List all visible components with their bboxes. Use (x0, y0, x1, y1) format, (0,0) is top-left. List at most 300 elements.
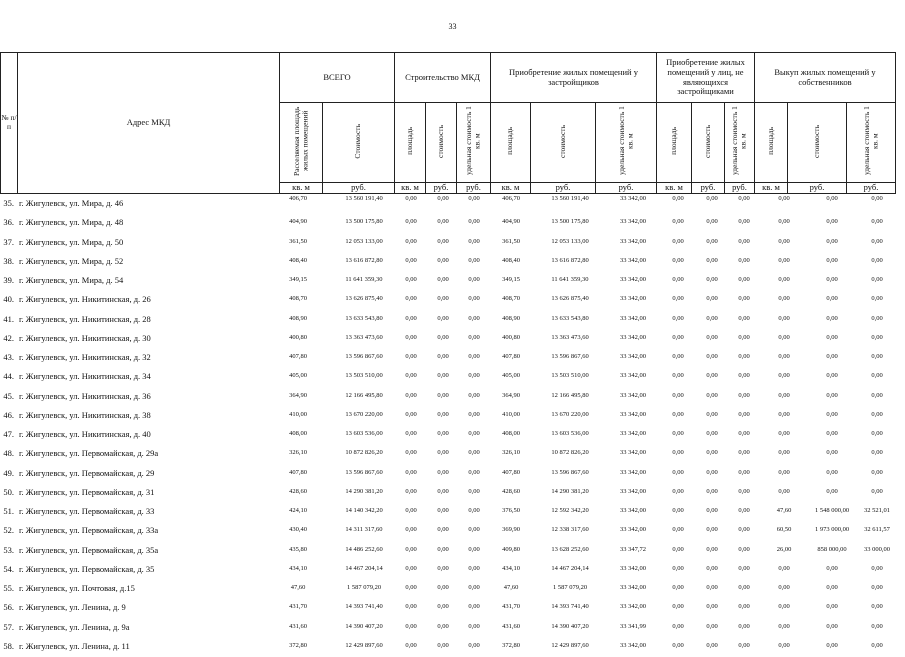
row-number: 51. (3, 506, 14, 516)
row-value: 12 338 317,60 (551, 526, 589, 534)
row-value: 0,00 (826, 353, 838, 360)
row-value: 0,00 (468, 584, 480, 591)
row-value: 0,00 (778, 372, 790, 380)
row-value: 0,00 (871, 237, 883, 245)
table-row (0, 426, 905, 445)
table-row (0, 638, 905, 657)
row-value: 376,50 (502, 507, 520, 514)
row-value: 33 342,00 (620, 468, 646, 476)
row-value: 0,00 (468, 218, 480, 226)
header-num: № п/п (1, 53, 18, 194)
row-number: 37. (3, 236, 14, 247)
row-value: 0,00 (738, 391, 750, 399)
row-value: 0,00 (468, 195, 480, 202)
row-value: 33 342,00 (620, 256, 646, 264)
row-value: 0,00 (672, 487, 684, 495)
row-value: 408,70 (289, 295, 307, 303)
row-value: 1 587 079,20 (552, 584, 588, 591)
row-value: 0,00 (826, 430, 838, 437)
row-value: 0,00 (437, 584, 449, 591)
row-value: 0,00 (437, 487, 449, 495)
subheader-cost: стоимость (811, 124, 821, 158)
row-value: 0,00 (738, 468, 750, 476)
subheader-cost: Стоимость (353, 123, 363, 159)
row-value: 0,00 (437, 276, 449, 283)
row-value: 0,00 (778, 641, 790, 649)
header-buyout: Выкуп жилых помещений у собственников (755, 53, 896, 103)
row-value: 0,00 (738, 603, 750, 611)
header-construction: Строительство МКД (395, 53, 491, 103)
table-row (0, 272, 905, 291)
row-number: 50. (3, 486, 14, 497)
row-value: 0,00 (706, 526, 718, 534)
row-value: 361,50 (502, 237, 520, 245)
row-value: 0,00 (706, 564, 718, 572)
row-value: 431,60 (289, 622, 307, 630)
row-value: 0,00 (738, 622, 750, 630)
row-value: 0,00 (778, 564, 790, 572)
row-value: 0,00 (738, 353, 750, 360)
row-value: 407,80 (289, 353, 307, 360)
row-value: 33 342,00 (620, 276, 646, 283)
row-value: 0,00 (871, 564, 883, 572)
row-value: 13 616 872,80 (551, 256, 589, 264)
row-value: 0,00 (826, 449, 838, 457)
subheader-cost: стоимость (435, 124, 445, 158)
row-value: 0,00 (706, 430, 718, 437)
row-address: г. Жигулевск, ул. Первомайская, д. 35а (19, 544, 159, 555)
row-value: 0,00 (437, 430, 449, 437)
row-value: 0,00 (672, 526, 684, 534)
table-row (0, 214, 905, 233)
table-row (0, 522, 905, 541)
row-value: 0,00 (672, 256, 684, 264)
row-value: 0,00 (437, 410, 449, 418)
row-value: 0,00 (706, 276, 718, 283)
row-value: 13 616 872,80 (345, 256, 383, 264)
row-value: 33 342,00 (620, 237, 646, 245)
row-value: 0,00 (672, 545, 684, 553)
row-value: 0,00 (738, 295, 750, 303)
row-value: 0,00 (468, 333, 480, 341)
row-value: 0,00 (405, 333, 417, 341)
row-number: 47. (3, 429, 14, 439)
row-value: 13 503 510,00 (551, 372, 589, 380)
row-address: г. Жигулевск, ул. Первомайская, д. 29а (19, 448, 159, 459)
row-address: г. Жигулевск, ул. Мира, д. 46 (19, 198, 124, 208)
row-number: 55. (3, 583, 14, 593)
row-value: 14 311 317,60 (345, 526, 383, 534)
row-number: 48. (3, 448, 14, 459)
subheader-unit-cost: удельная стоимость 1 кв. м (730, 106, 748, 176)
unit-cell: кв. м (657, 183, 692, 194)
row-value: 33 342,00 (620, 487, 646, 495)
row-value: 372,80 (502, 641, 520, 649)
row-value: 0,00 (826, 333, 838, 341)
row-value: 0,00 (437, 314, 449, 322)
row-value: 0,00 (468, 468, 480, 476)
row-value: 0,00 (826, 564, 838, 572)
row-value: 13 363 473,60 (551, 333, 589, 341)
table-row (0, 253, 905, 272)
row-value: 0,00 (468, 622, 480, 630)
row-value: 0,00 (826, 314, 838, 322)
row-value: 0,00 (871, 391, 883, 399)
row-value: 428,60 (289, 487, 307, 495)
row-value: 408,40 (289, 256, 307, 264)
row-address: г. Жигулевск, ул. Мира, д. 48 (19, 217, 124, 228)
row-value: 0,00 (778, 195, 790, 202)
row-value: 47,60 (776, 507, 792, 514)
row-value: 14 290 381,20 (551, 487, 589, 495)
row-value: 32 611,57 (864, 526, 890, 534)
row-value: 0,00 (738, 333, 750, 341)
row-value: 14 140 342,20 (345, 507, 383, 514)
row-value: 0,00 (672, 218, 684, 226)
row-value: 0,00 (672, 468, 684, 476)
row-value: 0,00 (738, 410, 750, 418)
row-value: 407,80 (502, 468, 520, 476)
row-value: 33 342,00 (620, 507, 646, 514)
row-value: 364,90 (502, 391, 520, 399)
table-row (0, 368, 905, 387)
row-value: 431,70 (502, 603, 520, 611)
table-header (0, 52, 896, 194)
row-value: 0,00 (826, 468, 838, 476)
row-value: 12 166 495,80 (345, 391, 383, 399)
row-value: 408,40 (502, 256, 520, 264)
subheader-area: площадь (765, 127, 775, 156)
row-number: 44. (3, 371, 14, 382)
row-address: г. Жигулевск, ул. Никитинская, д. 40 (19, 429, 151, 439)
row-number: 38. (3, 255, 14, 266)
row-value: 1 587 079,20 (346, 584, 382, 591)
row-value: 407,80 (502, 353, 520, 360)
row-value: 409,80 (502, 545, 520, 553)
row-value: 0,00 (706, 237, 718, 245)
row-value: 0,00 (738, 507, 750, 514)
subheader-area: площадь (668, 127, 678, 156)
table-row (0, 330, 905, 349)
row-value: 0,00 (672, 449, 684, 457)
row-value: 0,00 (826, 641, 838, 649)
row-value: 0,00 (738, 526, 750, 534)
row-value: 434,10 (289, 564, 307, 572)
row-value: 0,00 (826, 218, 838, 226)
row-value: 0,00 (778, 584, 790, 591)
row-value: 0,00 (706, 468, 718, 476)
row-value: 0,00 (405, 410, 417, 418)
row-address: г. Жигулевск, ул. Никитинская, д. 28 (19, 313, 151, 324)
row-value: 0,00 (778, 353, 790, 360)
row-value: 0,00 (706, 218, 718, 226)
subheader-area: площадь (404, 127, 414, 156)
subheader-cost: стоимость (557, 124, 567, 158)
row-number: 53. (3, 544, 14, 555)
row-value: 0,00 (871, 622, 883, 630)
row-value: 0,00 (706, 353, 718, 360)
row-address: г. Жигулевск, ул. Первомайская, д. 31 (19, 486, 155, 497)
row-value: 408,90 (289, 314, 307, 322)
row-value: 0,00 (826, 487, 838, 495)
row-number: 57. (3, 621, 14, 632)
row-value: 0,00 (871, 353, 883, 360)
row-value: 47,60 (503, 584, 519, 591)
row-value: 0,00 (468, 430, 480, 437)
row-value: 0,00 (468, 545, 480, 553)
row-value: 0,00 (437, 449, 449, 457)
row-number: 49. (3, 467, 14, 478)
row-value: 0,00 (405, 603, 417, 611)
row-value: 0,00 (405, 507, 417, 514)
row-value: 408,70 (502, 295, 520, 303)
row-value: 404,90 (502, 218, 520, 226)
row-value: 14 467 204,14 (345, 564, 383, 572)
row-value: 33 342,00 (620, 430, 646, 437)
row-value: 0,00 (468, 391, 480, 399)
row-value: 0,00 (738, 641, 750, 649)
row-value: 14 390 407,20 (345, 622, 383, 630)
row-address: г. Жигулевск, ул. Мира, д. 54 (19, 275, 124, 285)
row-value: 13 596 867,60 (345, 353, 383, 360)
row-value: 0,00 (706, 256, 718, 264)
row-value: 0,00 (871, 195, 883, 202)
row-value: 0,00 (405, 430, 417, 437)
unit-cell: руб. (596, 183, 657, 194)
row-value: 0,00 (738, 487, 750, 495)
row-value: 0,00 (871, 295, 883, 303)
row-value: 0,00 (738, 430, 750, 437)
row-value: 0,00 (437, 545, 449, 553)
row-value: 0,00 (706, 333, 718, 341)
row-value: 0,00 (405, 218, 417, 226)
row-value: 11 641 359,30 (551, 276, 589, 283)
row-value: 0,00 (437, 353, 449, 360)
row-value: 0,00 (706, 314, 718, 322)
row-value: 0,00 (738, 372, 750, 380)
row-value: 0,00 (437, 195, 449, 202)
row-value: 0,00 (405, 276, 417, 283)
row-value: 349,15 (502, 276, 520, 283)
row-value: 0,00 (871, 276, 883, 283)
table-row (0, 599, 905, 618)
row-value: 0,00 (468, 603, 480, 611)
row-value: 0,00 (826, 372, 838, 380)
row-address: г. Жигулевск, ул. Первомайская, д. 33 (19, 506, 155, 516)
row-value: 33 341,99 (620, 622, 646, 630)
row-address: г. Жигулевск, ул. Ленина, д. 9 (19, 602, 126, 613)
row-value: 0,00 (778, 391, 790, 399)
row-value: 0,00 (871, 603, 883, 611)
row-value: 0,00 (871, 584, 883, 591)
row-number: 45. (3, 390, 14, 401)
row-value: 33 342,00 (620, 603, 646, 611)
row-value: 407,80 (289, 468, 307, 476)
row-value: 0,00 (706, 449, 718, 457)
subheader-unit-cost: удельная стоимость 1 кв. м (861, 106, 879, 176)
row-value: 13 626 875,40 (345, 295, 383, 303)
row-value: 0,00 (871, 430, 883, 437)
row-value: 0,00 (778, 410, 790, 418)
row-value: 33 342,00 (620, 195, 646, 202)
row-value: 13 633 543,80 (345, 314, 383, 322)
row-value: 0,00 (468, 295, 480, 303)
row-value: 60,50 (776, 526, 792, 534)
row-value: 33 342,00 (620, 564, 646, 572)
row-value: 0,00 (738, 449, 750, 457)
row-value: 424,10 (289, 507, 307, 514)
row-value: 0,00 (672, 195, 684, 202)
row-value: 0,00 (405, 314, 417, 322)
row-value: 12 053 133,00 (345, 237, 383, 245)
row-value: 0,00 (672, 641, 684, 649)
table-row (0, 580, 905, 599)
unit-cell: руб. (692, 183, 725, 194)
table-row (0, 619, 905, 638)
row-value: 13 596 867,60 (551, 468, 589, 476)
row-value: 0,00 (437, 333, 449, 341)
row-value: 33 342,00 (620, 333, 646, 341)
row-value: 0,00 (672, 237, 684, 245)
row-value: 0,00 (778, 449, 790, 457)
row-value: 0,00 (405, 622, 417, 630)
row-value: 14 290 381,20 (345, 487, 383, 495)
row-value: 0,00 (405, 237, 417, 245)
row-value: 33 342,00 (620, 584, 646, 591)
subheader-resettled-area: Расселяемая площадь жилых помещений (291, 106, 309, 176)
row-value: 0,00 (405, 449, 417, 457)
row-value: 0,00 (778, 295, 790, 303)
row-value: 0,00 (437, 526, 449, 534)
row-value: 364,90 (289, 391, 307, 399)
row-value: 405,00 (289, 372, 307, 380)
row-value: 0,00 (738, 564, 750, 572)
row-value: 0,00 (871, 218, 883, 226)
row-value: 14 393 741,40 (345, 603, 383, 611)
row-value: 13 628 252,60 (551, 545, 589, 553)
table-row (0, 407, 905, 426)
row-number: 46. (3, 409, 14, 420)
row-value: 33 342,00 (620, 372, 646, 380)
row-value: 0,00 (826, 256, 838, 264)
row-value: 32 521,01 (864, 507, 890, 514)
row-value: 0,00 (706, 507, 718, 514)
unit-cell: кв. м (280, 183, 323, 194)
row-address: г. Жигулевск, ул. Мира, д. 50 (19, 236, 124, 247)
unit-cell: руб. (323, 183, 395, 194)
row-address: г. Жигулевск, ул. Мира, д. 52 (19, 255, 124, 266)
row-value: 0,00 (405, 584, 417, 591)
row-value: 0,00 (826, 276, 838, 283)
unit-cell: руб. (457, 183, 491, 194)
subheader-area: площадь (505, 127, 515, 156)
row-value: 0,00 (405, 372, 417, 380)
row-value: 0,00 (468, 372, 480, 380)
row-value: 10 872 826,20 (551, 449, 589, 457)
row-value: 0,00 (778, 430, 790, 437)
row-value: 13 596 867,60 (551, 353, 589, 360)
row-value: 12 592 342,20 (551, 507, 589, 514)
row-value: 431,70 (289, 603, 307, 611)
row-number: 58. (3, 640, 14, 651)
row-value: 0,00 (405, 564, 417, 572)
row-value: 0,00 (706, 372, 718, 380)
row-value: 406,70 (502, 195, 520, 202)
row-value: 13 503 510,00 (345, 372, 383, 380)
row-value: 0,00 (672, 410, 684, 418)
row-value: 326,10 (502, 449, 520, 457)
row-value: 0,00 (405, 641, 417, 649)
row-value: 0,00 (778, 256, 790, 264)
row-value: 12 166 495,80 (551, 391, 589, 399)
row-value: 0,00 (437, 391, 449, 399)
row-number: 39. (3, 275, 14, 285)
row-number: 52. (3, 525, 14, 536)
row-value: 33 342,00 (620, 410, 646, 418)
table-row (0, 503, 905, 522)
row-number: 35. (3, 198, 14, 208)
row-value: 0,00 (706, 622, 718, 630)
row-value: 33 342,00 (620, 641, 646, 649)
row-value: 410,00 (289, 410, 307, 418)
unit-cell: руб. (788, 183, 847, 194)
row-value: 0,00 (738, 584, 750, 591)
row-value: 0,00 (468, 237, 480, 245)
row-value: 1 973 000,00 (814, 526, 850, 534)
row-value: 0,00 (405, 526, 417, 534)
row-value: 0,00 (405, 256, 417, 264)
row-value: 33 342,00 (620, 391, 646, 399)
row-value: 0,00 (672, 507, 684, 514)
row-address: г. Жигулевск, ул. Никитинская, д. 32 (19, 352, 151, 362)
table-row (0, 234, 905, 253)
row-value: 405,00 (502, 372, 520, 380)
row-value: 0,00 (778, 603, 790, 611)
row-value: 13 626 875,40 (551, 295, 589, 303)
unit-cell: руб. (531, 183, 596, 194)
row-value: 0,00 (672, 603, 684, 611)
row-address: г. Жигулевск, ул. Ленина, д. 11 (19, 640, 130, 651)
row-value: 0,00 (468, 564, 480, 572)
row-value: 0,00 (778, 487, 790, 495)
row-value: 400,80 (289, 333, 307, 341)
row-value: 0,00 (468, 449, 480, 457)
row-address: г. Жигулевск, ул. Никитинская, д. 30 (19, 332, 151, 343)
table-row (0, 388, 905, 407)
row-value: 0,00 (738, 276, 750, 283)
page-number: 33 (448, 22, 457, 31)
row-value: 12 429 897,60 (551, 641, 589, 649)
unit-cell: кв. м (395, 183, 426, 194)
row-value: 0,00 (437, 507, 449, 514)
row-value: 33 342,00 (620, 526, 646, 534)
row-value: 0,00 (437, 641, 449, 649)
row-value: 0,00 (672, 622, 684, 630)
subheader-cost: стоимость (702, 124, 712, 158)
row-value: 0,00 (672, 276, 684, 283)
row-value: 0,00 (706, 487, 718, 495)
table-row (0, 561, 905, 580)
table-row (0, 311, 905, 330)
row-value: 13 670 220,00 (551, 410, 589, 418)
row-value: 0,00 (738, 256, 750, 264)
row-value: 1 548 000,00 (814, 507, 850, 514)
row-value: 858 000,00 (817, 545, 847, 553)
row-address: г. Жигулевск, ул. Первомайская, д. 29 (19, 467, 155, 478)
row-value: 0,00 (871, 333, 883, 341)
row-value: 0,00 (871, 468, 883, 476)
row-value: 0,00 (437, 237, 449, 245)
